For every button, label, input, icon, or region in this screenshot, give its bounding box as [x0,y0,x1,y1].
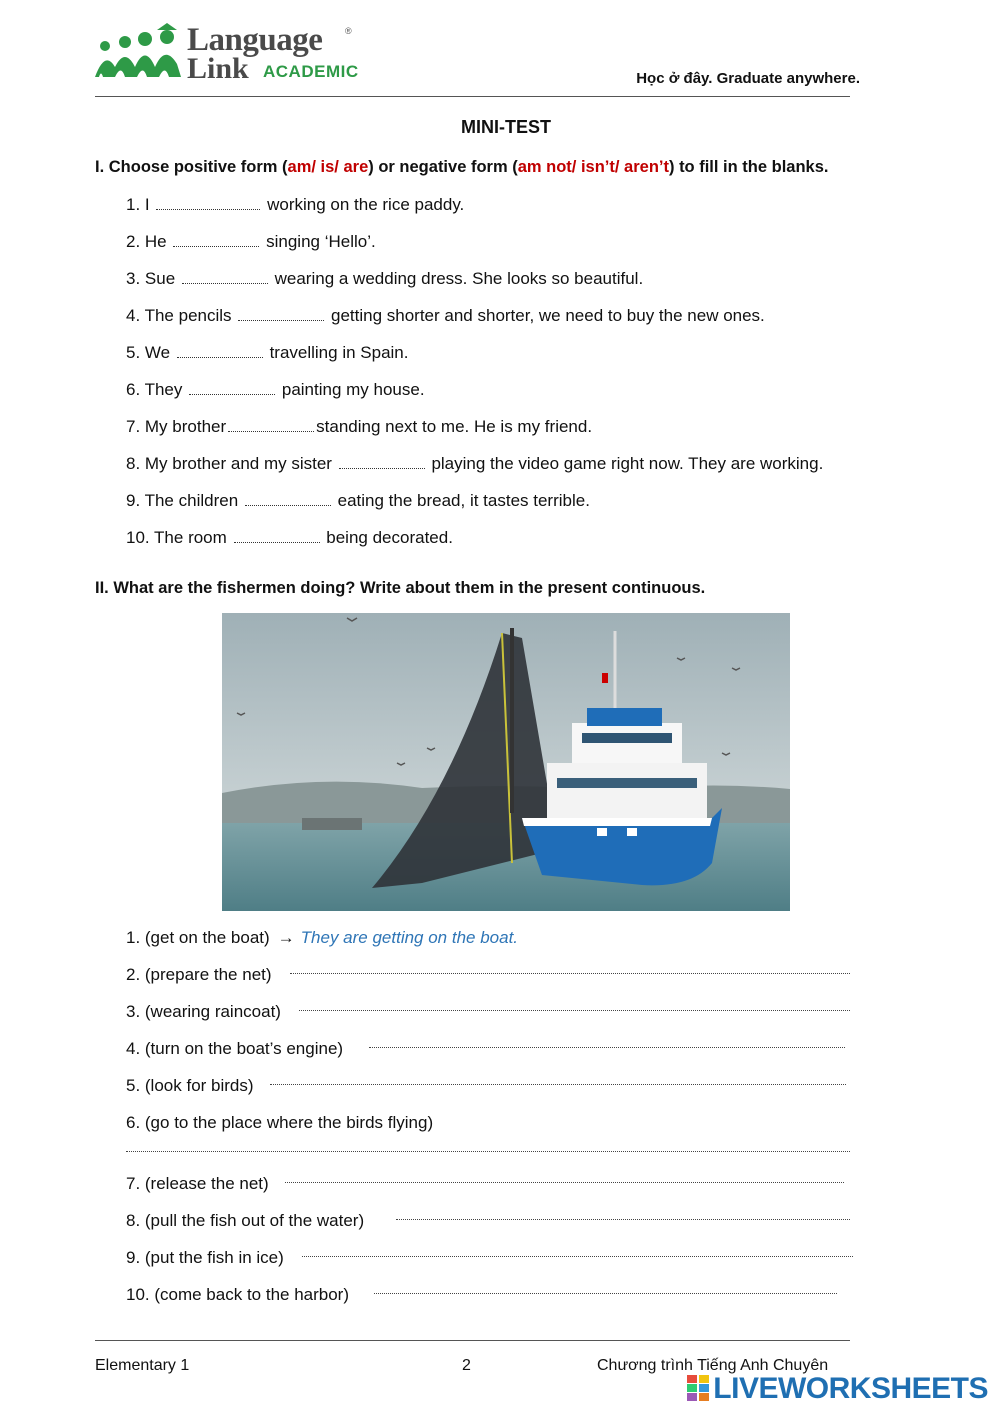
people-logo-icon [95,22,185,82]
s1-question-8 [126,454,823,474]
question-text: eating the bread, it tastes terrible. [337,491,590,510]
question-text: working on the rice paddy. [267,195,465,214]
question-text: singing ‘Hello’. [266,232,376,251]
s2-item-9 [126,1248,284,1268]
liveworksheets-logo-icon [687,1375,709,1401]
logo-text-language: Language [187,22,323,58]
question-number: 3. Sue [126,269,176,288]
s2-item-7 [126,1174,269,1194]
language-link-logo [95,22,365,84]
s2-item-2 [126,965,272,985]
negative-forms: am not/ isn’t/ aren’t [517,158,669,176]
prompt-text: 9. (put the fish in ice) [126,1248,284,1267]
answer-line[interactable] [374,1292,837,1294]
answer-blank[interactable] [234,530,320,543]
section-1-prefix: I. Choose positive form ( [95,158,288,176]
answer-line[interactable] [285,1181,844,1183]
example-prompt: 1. (get on the boat) [126,928,270,947]
question-number: 10. The room [126,528,227,547]
question-text: painting my house. [281,380,425,399]
fishing-boat-photo [222,613,790,911]
s1-question-6 [126,380,425,400]
prompt-text: 7. (release the net) [126,1174,269,1193]
question-text: wearing a wedding dress. She looks so beautiful. [274,269,644,288]
answer-blank[interactable] [156,197,260,210]
question-text: getting shorter and shorter, we need to buy the new ones. [331,306,765,325]
prompt-text: 6. (go to the place where the birds flying) [126,1113,434,1132]
question-number: 5. We [126,343,171,362]
answer-blank[interactable] [173,234,259,247]
s2-item-6 [126,1113,433,1133]
arrow-icon: → [277,928,295,947]
s1-question-1 [126,195,464,215]
answer-line[interactable] [299,1009,850,1011]
s1-question-10 [126,528,453,548]
question-number: 7. My brother [126,417,227,436]
s2-example [126,928,518,948]
question-number: 8. My brother and my sister [126,454,332,473]
s2-item-5 [126,1076,254,1096]
question-text: standing next to me. He is my friend. [316,417,593,436]
prompt-text: 5. (look for birds) [126,1076,254,1095]
answer-blank[interactable] [182,271,268,284]
prompt-text: 8. (pull the fish out of the water) [126,1211,365,1230]
header-divider [95,96,850,97]
answer-line[interactable] [290,972,850,974]
liveworksheets-brand[interactable] [687,1372,988,1406]
answer-blank[interactable] [189,382,275,395]
prompt-text: 4. (turn on the boat’s engine) [126,1039,344,1058]
page-number: 2 [462,1357,471,1374]
answer-blank[interactable] [177,345,263,358]
answer-line[interactable] [396,1218,850,1220]
question-number: 1. I [126,195,150,214]
page-title: MINI-TEST [461,117,551,137]
question-number: 4. The pencils [126,306,232,325]
s1-question-5 [126,343,408,363]
answer-blank[interactable] [245,493,331,506]
section-1-heading [95,158,829,177]
section-2-heading: II. What are the fishermen doing? Write about them in the present continuous. [95,579,706,597]
answer-blank[interactable] [238,308,324,321]
prompt-text: 3. (wearing raincoat) [126,1002,281,1021]
footer-program: Chương trình Tiếng Anh Chuyên [597,1357,829,1374]
logo-text-link: Link [187,52,249,85]
prompt-text: 10. (come back to the harbor) [126,1285,350,1304]
section-1-middle: ) or negative form ( [368,158,518,176]
answer-blank[interactable] [339,456,425,469]
answer-line[interactable] [270,1083,846,1085]
s2-item-10 [126,1285,349,1305]
logo-registered-mark: ® [345,26,352,36]
s2-item-4 [126,1039,343,1059]
answer-line[interactable] [369,1046,845,1048]
logo-text-academic: ACADEMIC [263,62,359,81]
example-answer: They are getting on the boat. [300,928,519,947]
s2-item-3 [126,1002,281,1022]
s2-item-8 [126,1211,364,1231]
answer-blank[interactable] [228,419,314,432]
s1-question-9 [126,491,590,511]
question-number: 9. The children [126,491,239,510]
prompt-text: 2. (prepare the net) [126,965,272,984]
footer-level: Elementary 1 [95,1357,190,1374]
question-text: being decorated. [326,528,453,547]
liveworksheets-text: LIVEWORKSHEETS [713,1372,988,1405]
question-number: 2. He [126,232,167,251]
s1-question-7 [126,417,592,437]
question-text: playing the video game right now. They are working. [431,454,824,473]
answer-line[interactable] [302,1255,853,1257]
section-1-suffix: ) to fill in the blanks. [668,158,829,176]
question-text: travelling in Spain. [269,343,409,362]
s1-question-4 [126,306,765,326]
s1-question-3 [126,269,643,289]
s1-question-2 [126,232,376,252]
answer-line[interactable] [126,1150,850,1152]
tagline: Học ở đây. Graduate anywhere. [636,70,860,87]
question-number: 6. They [126,380,183,399]
positive-forms: am/ is/ are [287,158,369,176]
footer-divider [95,1340,850,1341]
